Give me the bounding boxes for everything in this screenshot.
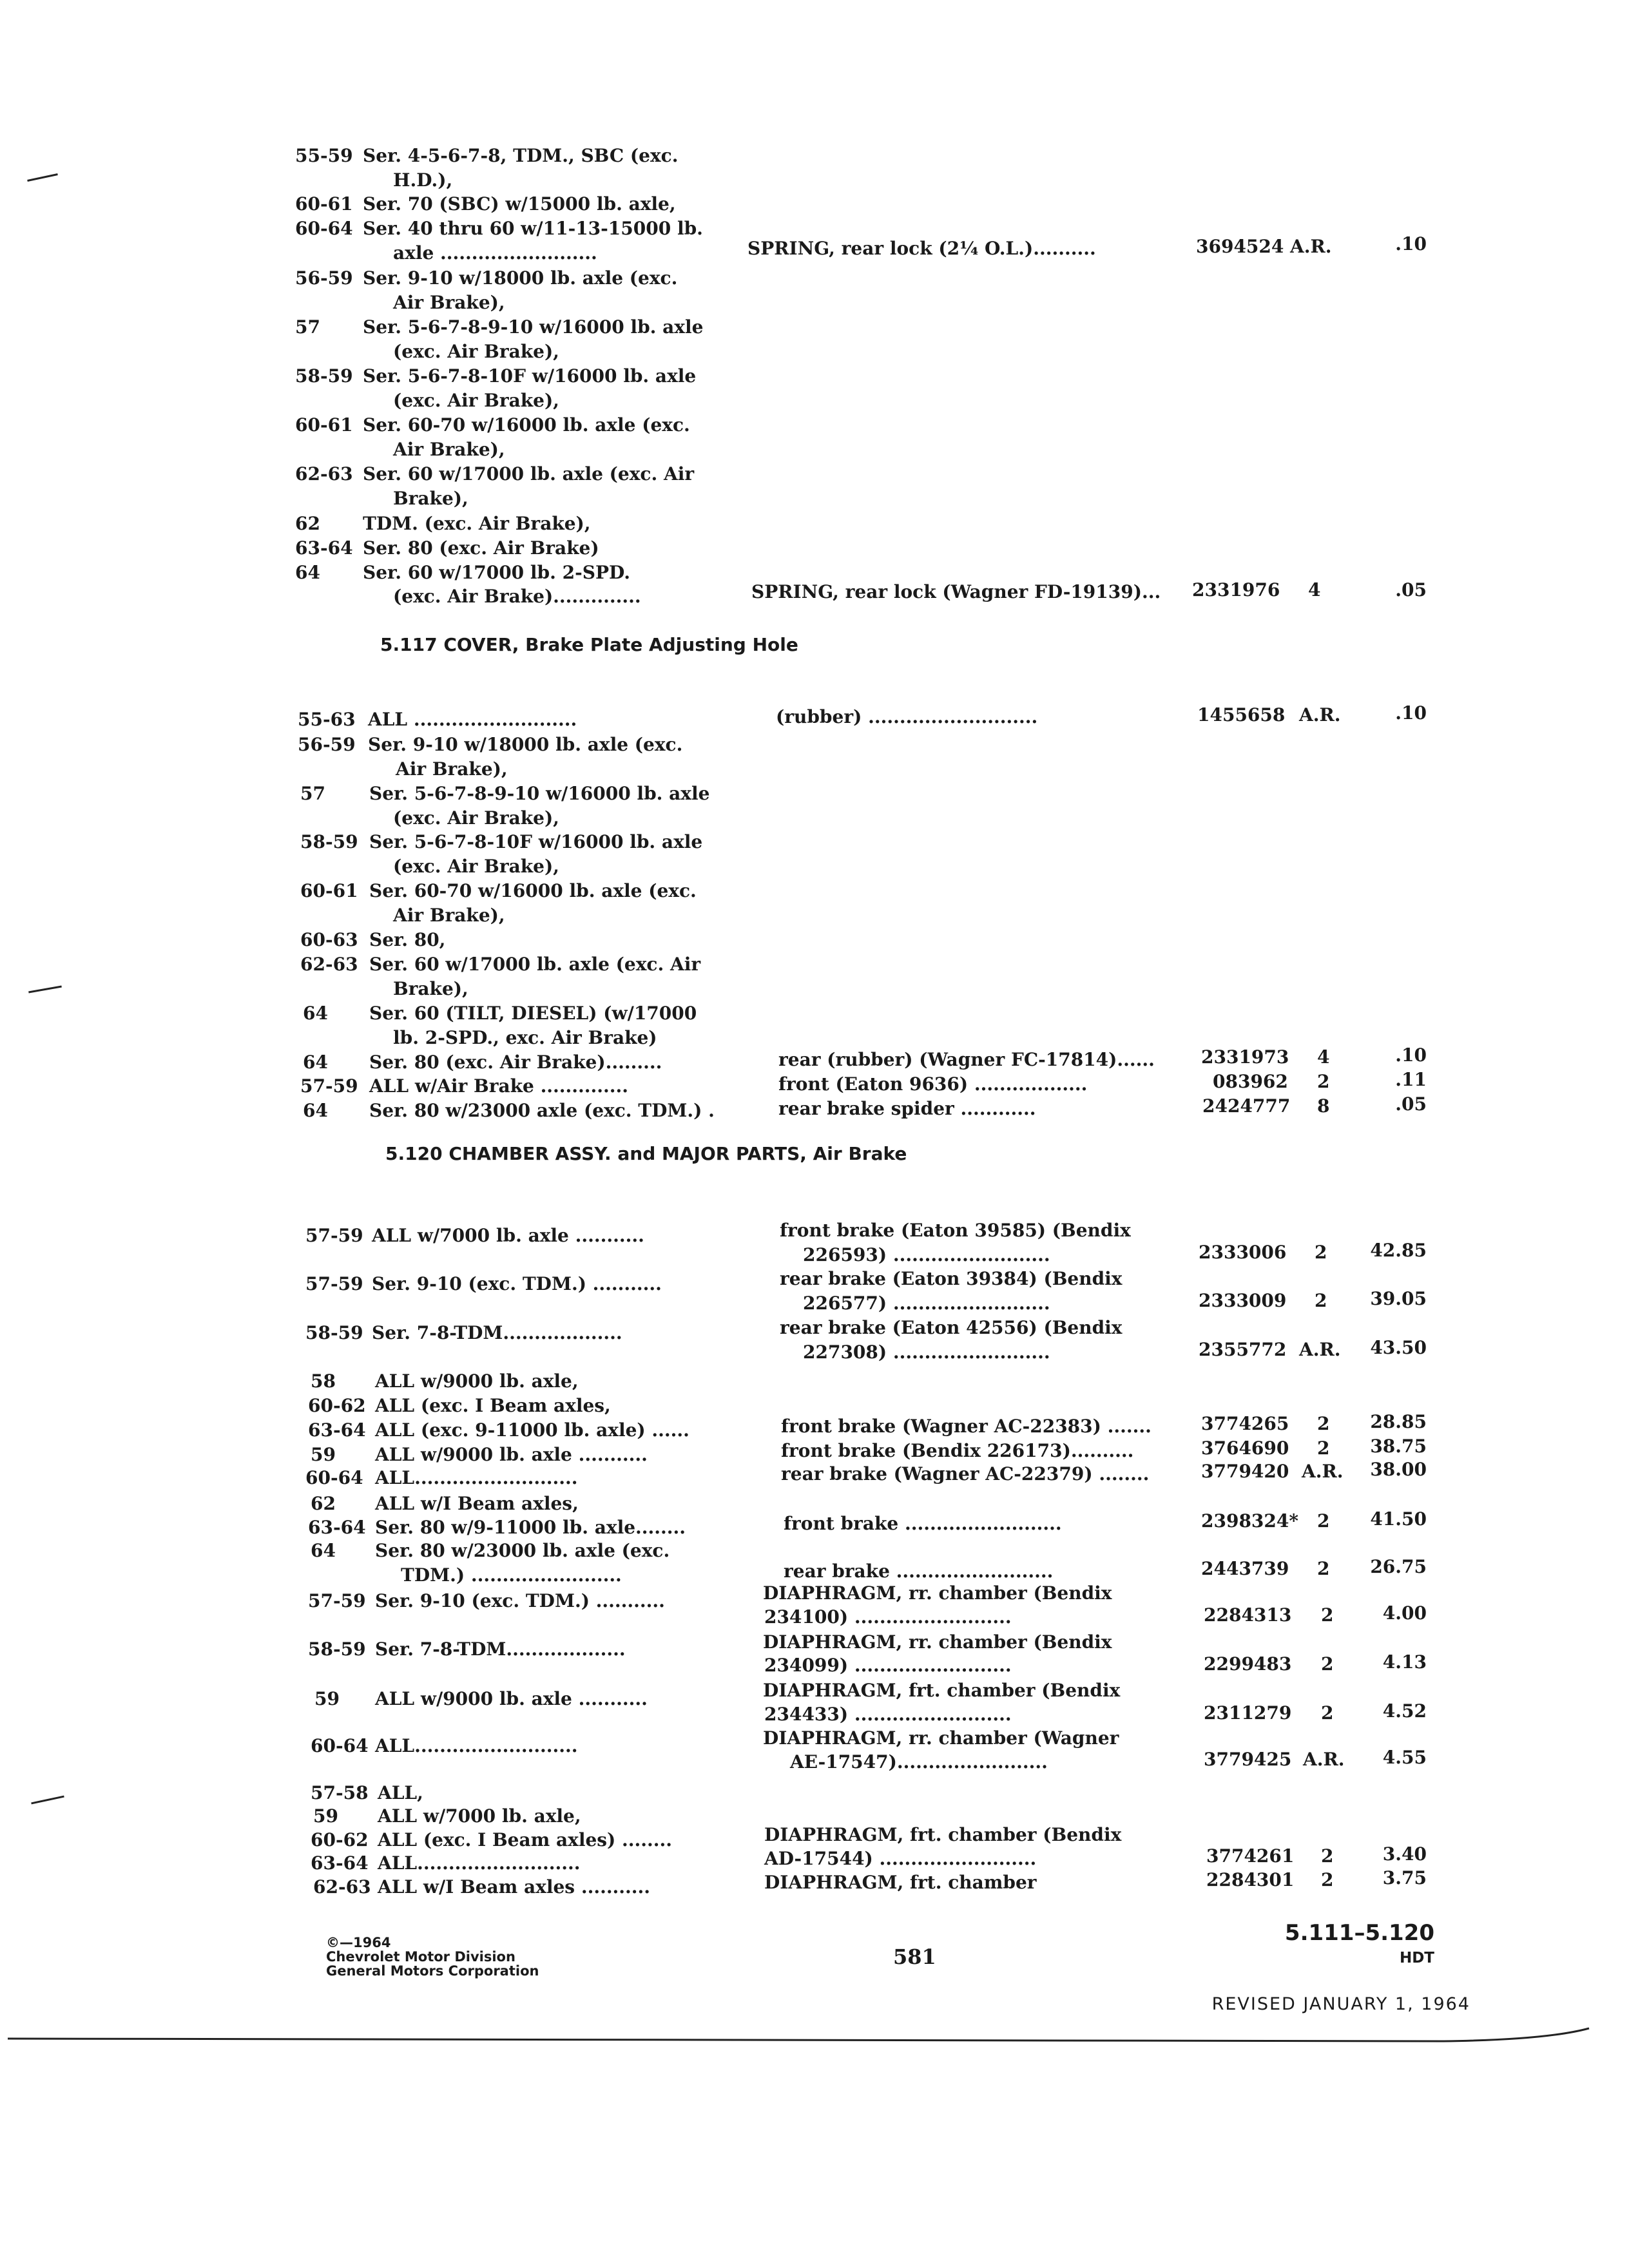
row-quantity: 2 <box>1317 1413 1330 1434</box>
row-fitment: Ser. 60-70 w/16000 lb. axle (exc. <box>369 880 697 901</box>
row-part-continued: 226593) ......................... <box>803 1244 1050 1265</box>
row-fitment: TDM. (exc. Air Brake), <box>363 513 591 534</box>
row-part-continued: AE-17547)........................ <box>790 1751 1048 1773</box>
row-part-continued: 227308) ......................... <box>803 1341 1050 1363</box>
row-price: 4.00 <box>1382 1602 1427 1624</box>
row-part-number: 2443739 <box>1201 1558 1289 1579</box>
row-fitment: Ser. 60 w/17000 lb. axle (exc. Air <box>363 463 695 485</box>
row-fitment: Brake), <box>393 488 468 509</box>
row-price: 4.55 <box>1382 1747 1427 1768</box>
row-price: 28.85 <box>1370 1411 1427 1432</box>
row-fitment: Air Brake), <box>396 758 508 780</box>
row-fitment: ALL.......................... <box>375 1735 578 1756</box>
row-years: 58-59 <box>308 1639 366 1660</box>
row-part-number: 2424777 <box>1202 1095 1291 1117</box>
row-fitment: Brake), <box>393 978 468 999</box>
row-quantity: 2 <box>1317 1071 1330 1092</box>
row-years: 60-64 <box>295 218 353 239</box>
footer-rule <box>0 2010 1629 2062</box>
row-part-continued: 234099) ......................... <box>764 1655 1012 1676</box>
row-quantity: 4 <box>1308 579 1321 601</box>
row-quantity: 2 <box>1321 1702 1334 1724</box>
row-years: 63-64 <box>308 1419 366 1441</box>
row-years: 60-61 <box>295 193 353 215</box>
row-price: 4.52 <box>1382 1700 1427 1722</box>
row-price: 43.50 <box>1370 1337 1427 1358</box>
row-quantity: A.R. <box>1303 1749 1345 1770</box>
row-years: 60-63 <box>300 929 358 950</box>
row-years: 57-59 <box>308 1590 366 1611</box>
row-fitment: ALL .......................... <box>368 709 577 730</box>
row-fitment: Ser. 40 thru 60 w/11-13-15000 lb. <box>363 218 703 239</box>
row-years: 64 <box>303 1003 328 1024</box>
margin-mark <box>27 173 58 182</box>
row-part: front (Eaton 9636) .................. <box>778 1073 1088 1095</box>
row-part-number: 2299483 <box>1204 1653 1292 1675</box>
row-fitment: ALL.......................... <box>378 1852 581 1874</box>
row-years: 60-64 <box>305 1467 363 1488</box>
row-price: .10 <box>1395 1044 1427 1066</box>
row-years: 63-64 <box>295 537 353 559</box>
row-fitment: Ser. 7-8-TDM................... <box>375 1639 626 1660</box>
row-years: 59 <box>313 1805 338 1827</box>
row-years: 60-62 <box>311 1829 369 1850</box>
row-part: DIAPHRAGM, rr. chamber (Bendix <box>763 1631 1112 1653</box>
row-fitment: ALL w/7000 lb. axle, <box>378 1805 581 1827</box>
row-fitment: TDM.) ........................ <box>401 1564 622 1586</box>
category-label: HDT <box>1399 1950 1434 1966</box>
row-fitment: ALL.......................... <box>375 1467 578 1488</box>
row-part: front brake ......................... <box>784 1513 1062 1534</box>
division: Chevrolet Motor Division <box>326 1949 516 1965</box>
row-fitment: Air Brake), <box>393 292 505 313</box>
row-fitment: Ser. 5-6-7-8-9-10 w/16000 lb. axle <box>369 783 710 804</box>
row-fitment: ALL (exc. 9-11000 lb. axle) ...... <box>375 1419 689 1441</box>
row-part: SPRING, rear lock (Wagner FD-19139)... <box>751 581 1161 602</box>
row-part: rear brake ......................... <box>784 1561 1054 1582</box>
row-part-number: 2311279 <box>1204 1702 1292 1724</box>
row-fitment: ALL w/Air Brake .............. <box>369 1075 629 1097</box>
row-years: 62-63 <box>295 463 353 485</box>
row-part-number: 2331976 <box>1192 579 1280 601</box>
row-price: .11 <box>1395 1069 1427 1090</box>
row-part-number: 3779425 <box>1204 1749 1292 1770</box>
row-years: 59 <box>314 1688 340 1709</box>
row-part-number: 3694524 <box>1196 236 1284 257</box>
row-fitment: Ser. 60 (TILT, DIESEL) (w/17000 <box>369 1003 697 1024</box>
row-fitment: Ser. 80 w/23000 lb. axle (exc. <box>375 1540 670 1561</box>
row-fitment: lb. 2-SPD., exc. Air Brake) <box>393 1027 657 1048</box>
row-price: 38.00 <box>1370 1459 1427 1480</box>
row-fitment: Ser. 60-70 w/16000 lb. axle (exc. <box>363 414 690 436</box>
row-years: 58 <box>311 1370 336 1392</box>
row-fitment: Ser. 4-5-6-7-8, TDM., SBC (exc. <box>363 145 679 166</box>
row-price: 42.85 <box>1370 1240 1427 1261</box>
row-quantity: 2 <box>1317 1510 1330 1532</box>
row-years: 62-63 <box>313 1876 371 1898</box>
row-part-number: 3774265 <box>1201 1413 1289 1434</box>
row-quantity: 2 <box>1317 1437 1330 1459</box>
row-part: front brake (Eaton 39585) (Bendix <box>780 1220 1131 1241</box>
row-quantity: A.R. <box>1290 236 1332 257</box>
row-years: 62-63 <box>300 954 358 975</box>
row-fitment: (exc. Air Brake), <box>393 341 559 362</box>
row-part: rear brake spider ............ <box>778 1098 1036 1119</box>
revised-date: REVISED JANUARY 1, 1964 <box>1211 1994 1470 2014</box>
section-heading: 5.117 COVER, Brake Plate Adjusting Hole <box>380 634 798 655</box>
row-part: front brake (Wagner AC-22383) ....... <box>781 1416 1152 1437</box>
row-fitment: ALL (exc. I Beam axles, <box>375 1395 611 1416</box>
row-part-number: 2284313 <box>1204 1604 1292 1626</box>
row-part: rear brake (Wagner AC-22379) ........ <box>781 1463 1150 1485</box>
row-years: 62 <box>295 513 320 534</box>
row-years: 64 <box>303 1052 328 1073</box>
row-price: .10 <box>1395 702 1427 724</box>
row-fitment: Ser. 60 w/17000 lb. 2-SPD. <box>363 562 631 583</box>
row-part-continued: 234100) ......................... <box>764 1606 1012 1628</box>
row-fitment: Ser. 9-10 w/18000 lb. axle (exc. <box>368 734 683 755</box>
row-fitment: (exc. Air Brake).............. <box>393 586 641 607</box>
row-quantity: 2 <box>1317 1558 1330 1579</box>
row-part-number: 083962 <box>1213 1071 1288 1092</box>
row-quantity: A.R. <box>1302 1461 1344 1482</box>
corporation: General Motors Corporation <box>326 1963 539 1979</box>
row-part-number: 1455658 <box>1197 704 1286 726</box>
row-part: DIAPHRAGM, frt. chamber <box>764 1872 1037 1893</box>
row-years: 58-59 <box>295 365 353 387</box>
row-fitment: ALL w/7000 lb. axle ........... <box>372 1225 644 1246</box>
row-quantity: 4 <box>1317 1046 1330 1068</box>
row-fitment: H.D.), <box>393 169 453 191</box>
row-part-continued: 234433) ......................... <box>764 1704 1012 1725</box>
row-fitment: Ser. 5-6-7-8-10F w/16000 lb. axle <box>363 365 697 387</box>
page-number: 581 <box>893 1945 936 1969</box>
row-years: 55-59 <box>295 145 353 166</box>
row-part: DIAPHRAGM, frt. chamber (Bendix <box>764 1824 1122 1845</box>
row-fitment: Ser. 60 w/17000 lb. axle (exc. Air <box>369 954 701 975</box>
row-years: 64 <box>295 562 320 583</box>
row-quantity: 2 <box>1321 1845 1334 1867</box>
row-price: 41.50 <box>1370 1508 1427 1530</box>
row-years: 63-64 <box>308 1517 366 1538</box>
row-part-continued: AD-17544) ......................... <box>764 1848 1037 1869</box>
row-years: 60-61 <box>295 414 353 436</box>
row-quantity: 8 <box>1317 1095 1330 1117</box>
row-part: DIAPHRAGM, rr. chamber (Wagner <box>763 1727 1119 1749</box>
row-fitment: ALL, <box>378 1782 423 1803</box>
row-price: .05 <box>1395 579 1427 601</box>
row-years: 60-61 <box>300 880 358 901</box>
row-years: 57 <box>300 783 325 804</box>
row-quantity: 2 <box>1315 1290 1327 1311</box>
row-quantity: 2 <box>1315 1242 1327 1263</box>
row-years: 62 <box>311 1493 336 1514</box>
row-part: rear (rubber) (Wagner FC-17814)...... <box>778 1049 1155 1070</box>
row-years: 57-59 <box>300 1075 358 1097</box>
row-fitment: Ser. 9-10 (exc. TDM.) ........... <box>372 1273 662 1294</box>
row-fitment: Ser. 80 (exc. Air Brake) <box>363 537 599 559</box>
row-part-number: 2333006 <box>1199 1242 1287 1263</box>
row-fitment: Ser. 80 w/9-11000 lb. axle........ <box>375 1517 686 1538</box>
section-range: 5.111–5.120 <box>1284 1920 1434 1946</box>
row-part-continued: 226577) ......................... <box>803 1293 1050 1314</box>
row-price: .10 <box>1395 233 1427 255</box>
copyright: ©—1964 <box>326 1935 391 1950</box>
row-price: 3.40 <box>1382 1843 1427 1865</box>
row-years: 57-59 <box>305 1273 363 1294</box>
row-fitment: ALL w/9000 lb. axle ........... <box>375 1444 648 1465</box>
row-part: front brake (Bendix 226173).......... <box>781 1440 1134 1461</box>
row-fitment: Ser. 70 (SBC) w/15000 lb. axle, <box>363 193 676 215</box>
row-fitment: (exc. Air Brake), <box>393 856 559 877</box>
row-fitment: Ser. 5-6-7-8-10F w/16000 lb. axle <box>369 831 703 852</box>
row-years: 58-59 <box>300 831 358 852</box>
row-part-number: 3779420 <box>1201 1461 1289 1482</box>
row-quantity: 2 <box>1321 1604 1334 1626</box>
row-fitment: (exc. Air Brake), <box>393 390 559 411</box>
row-price: 3.75 <box>1382 1867 1427 1888</box>
row-part-number: 3774261 <box>1206 1845 1295 1867</box>
row-years: 57-58 <box>311 1782 369 1803</box>
row-part: (rubber) ........................... <box>776 706 1038 727</box>
row-fitment: Ser. 7-8-TDM................... <box>372 1322 622 1343</box>
row-part-number: 2284301 <box>1206 1869 1295 1890</box>
row-part-number: 2398324* <box>1201 1510 1299 1532</box>
row-fitment: Ser. 80 (exc. Air Brake)......... <box>369 1052 662 1073</box>
row-years: 56-59 <box>295 267 353 289</box>
margin-mark <box>31 1796 64 1805</box>
row-years: 59 <box>311 1444 336 1465</box>
row-fitment: ALL w/I Beam axles, <box>375 1493 579 1514</box>
row-part-number: 2355772 <box>1199 1339 1287 1360</box>
row-part-number: 2331973 <box>1201 1046 1289 1068</box>
row-part: SPRING, rear lock (2¼ O.L.).......... <box>747 238 1096 259</box>
row-fitment: Air Brake), <box>393 905 505 926</box>
row-price: 39.05 <box>1370 1288 1427 1309</box>
row-price: 26.75 <box>1370 1556 1427 1577</box>
row-years: 64 <box>311 1540 336 1561</box>
row-fitment: Ser. 9-10 (exc. TDM.) ........... <box>375 1590 665 1611</box>
row-part: DIAPHRAGM, rr. chamber (Bendix <box>763 1582 1112 1604</box>
row-fitment: Ser. 80, <box>369 929 446 950</box>
row-fitment: ALL w/9000 lb. axle ........... <box>375 1688 648 1709</box>
row-part-number: 3764690 <box>1201 1437 1289 1459</box>
row-fitment: Ser. 80 w/23000 axle (exc. TDM.) . <box>369 1100 715 1121</box>
margin-mark <box>28 986 62 994</box>
row-price: 4.13 <box>1382 1651 1427 1673</box>
row-quantity: 2 <box>1321 1869 1334 1890</box>
row-fitment: Ser. 9-10 w/18000 lb. axle (exc. <box>363 267 678 289</box>
row-years: 63-64 <box>311 1852 369 1874</box>
row-fitment: ALL (exc. I Beam axles) ........ <box>378 1829 673 1850</box>
row-years: 57 <box>295 316 320 338</box>
row-fitment: Air Brake), <box>393 439 505 460</box>
row-fitment: (exc. Air Brake), <box>393 807 559 829</box>
row-price: .05 <box>1395 1093 1427 1115</box>
row-fitment: ALL w/9000 lb. axle, <box>375 1370 579 1392</box>
section-heading: 5.120 CHAMBER ASSY. and MAJOR PARTS, Air Brake <box>385 1143 907 1164</box>
row-quantity: A.R. <box>1299 1339 1341 1360</box>
row-price: 38.75 <box>1370 1436 1427 1457</box>
row-years: 60-64 <box>311 1735 369 1756</box>
row-years: 55-63 <box>298 709 356 730</box>
row-years: 64 <box>303 1100 328 1121</box>
row-part: rear brake (Eaton 42556) (Bendix <box>780 1317 1123 1338</box>
row-part: DIAPHRAGM, frt. chamber (Bendix <box>763 1680 1121 1701</box>
row-part: rear brake (Eaton 39384) (Bendix <box>780 1268 1123 1289</box>
row-fitment: Ser. 5-6-7-8-9-10 w/16000 lb. axle <box>363 316 704 338</box>
row-quantity: 2 <box>1321 1653 1334 1675</box>
row-years: 60-62 <box>308 1395 366 1416</box>
row-fitment: ALL w/I Beam axles ........... <box>378 1876 651 1898</box>
row-quantity: A.R. <box>1299 704 1341 726</box>
row-years: 57-59 <box>305 1225 363 1246</box>
row-part-number: 2333009 <box>1199 1290 1287 1311</box>
row-years: 58-59 <box>305 1322 363 1343</box>
row-years: 56-59 <box>298 734 356 755</box>
row-fitment: axle ......................... <box>393 242 597 264</box>
